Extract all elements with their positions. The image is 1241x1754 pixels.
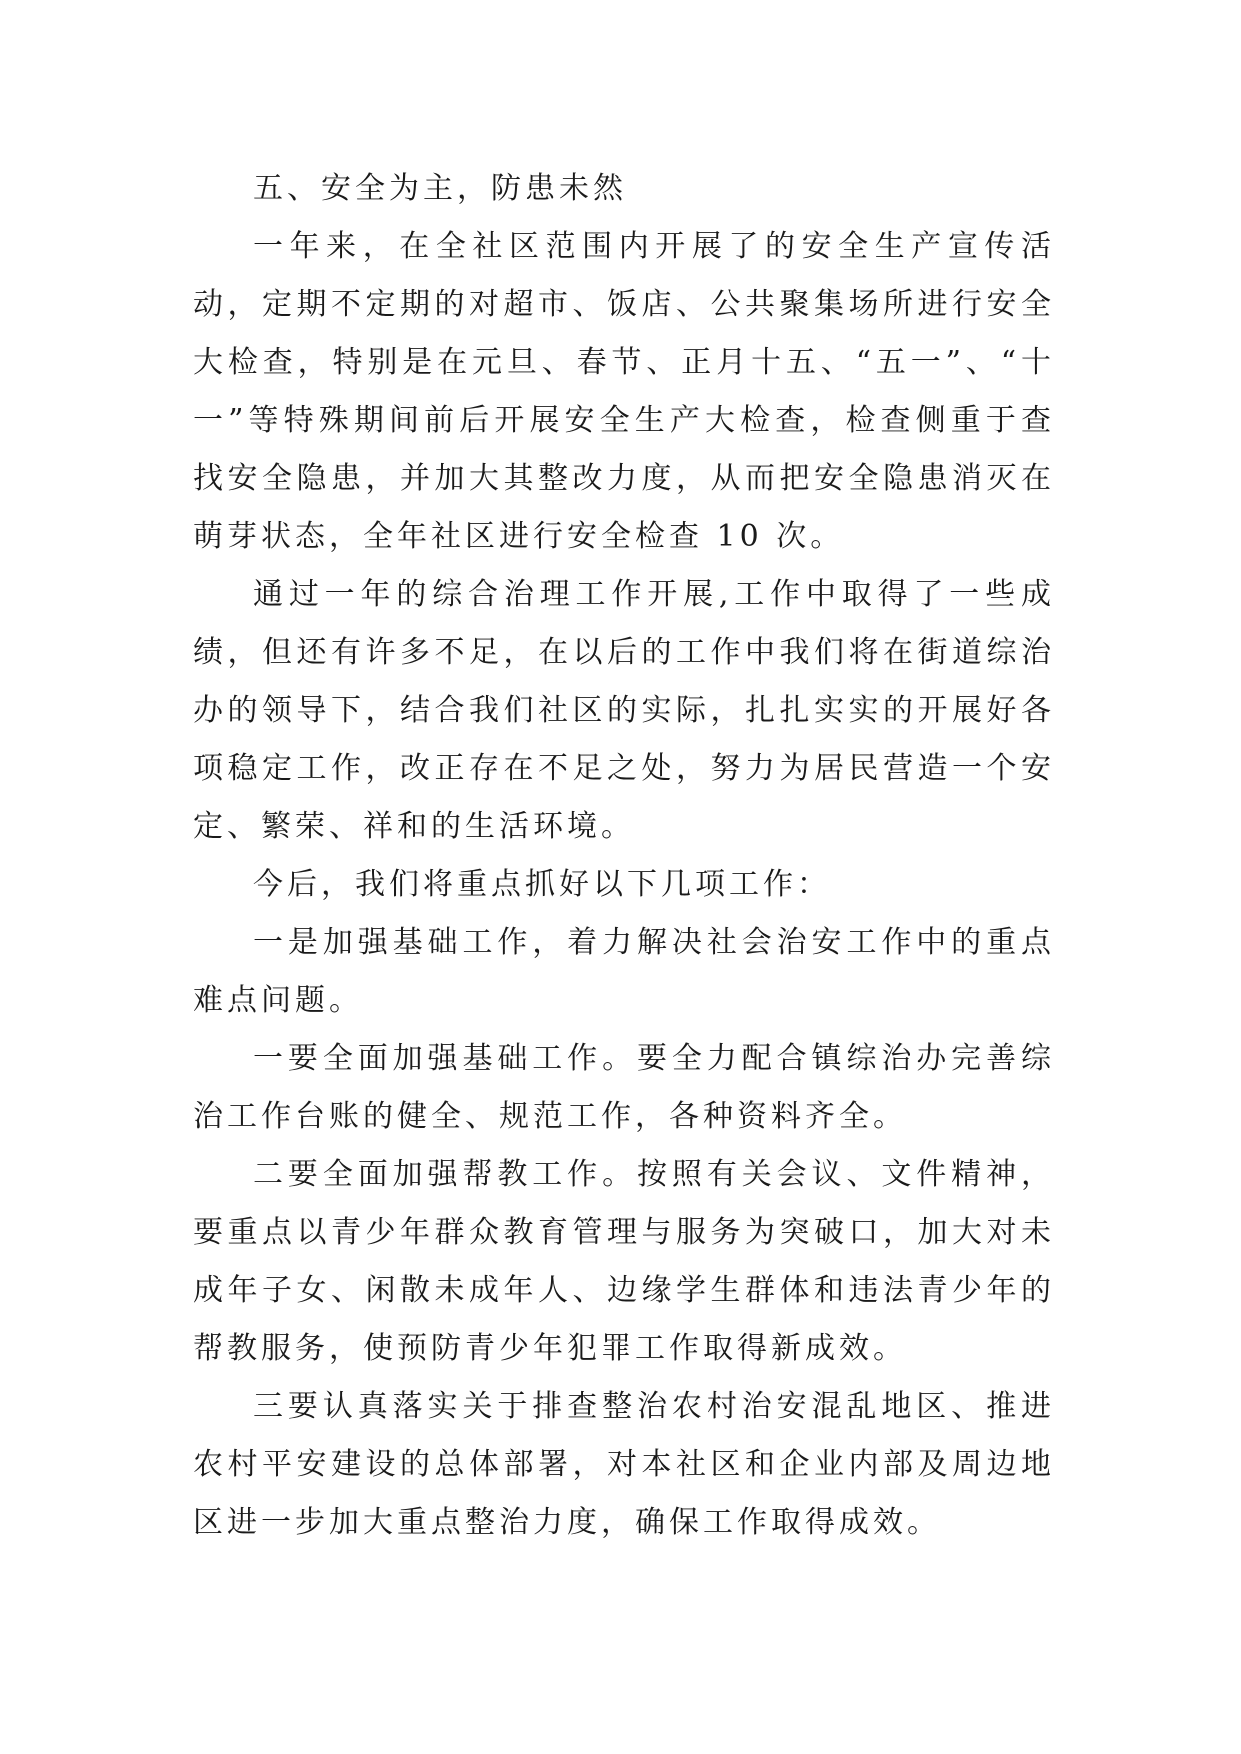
paragraph-point-one: 一是加强基础工作，着力解决社会治安工作中的重点难点问题。 — [193, 925, 1055, 1018]
paragraph-future-intro: 今后，我们将重点抓好以下几项工作： — [253, 867, 831, 902]
paragraph-summary: 通过一年的综合治理工作开展,工作中取得了一些成绩，但还有许多不足，在以后的工作中我们将在街道综治办的领导下，结合我们社区的实际，扎扎实实的开展好各项稳定工作，改正存在不足之处，努力为居民营造一个安定、繁荣、祥和的生活环境。 — [193, 577, 1055, 844]
section-heading: 五、安全为主，防患未然 — [253, 171, 627, 206]
paragraph-safety-activities: 一年来，在全社区范围内开展了的安全生产宣传活动，定期不定期的对超市、饭店、公共聚集场所进行安全大检查，特别是在元旦、春节、正月十五、“五一”、“十一”等特殊期间前后开展安全生产大检查，检查侧重于查找安全隐患，并加大其整改力度，从而把安全隐患消灭在萌芽状态，全年社区进行安全检查 10 次。 — [193, 229, 1055, 554]
paragraph-rectification: 三要认真落实关于排查整治农村治安混乱地区、推进农村平安建设的总体部署，对本社区和企业内部及周边地区进一步加大重点整治力度，确保工作取得成效。 — [193, 1389, 1055, 1540]
paragraph-basic-work: 一要全面加强基础工作。要全力配合镇综治办完善综治工作台账的健全、规范工作，各种资料齐全。 — [193, 1041, 1055, 1134]
document-page — [193, 160, 1055, 1552]
paragraph-assistance-work: 二要全面加强帮教工作。按照有关会议、文件精神，要重点以青少年群众教育管理与服务为突破口，加大对未成年子女、闲散未成年人、边缘学生群体和违法青少年的帮教服务，使预防青少年犯罪工作取得新成效。 — [193, 1157, 1055, 1366]
